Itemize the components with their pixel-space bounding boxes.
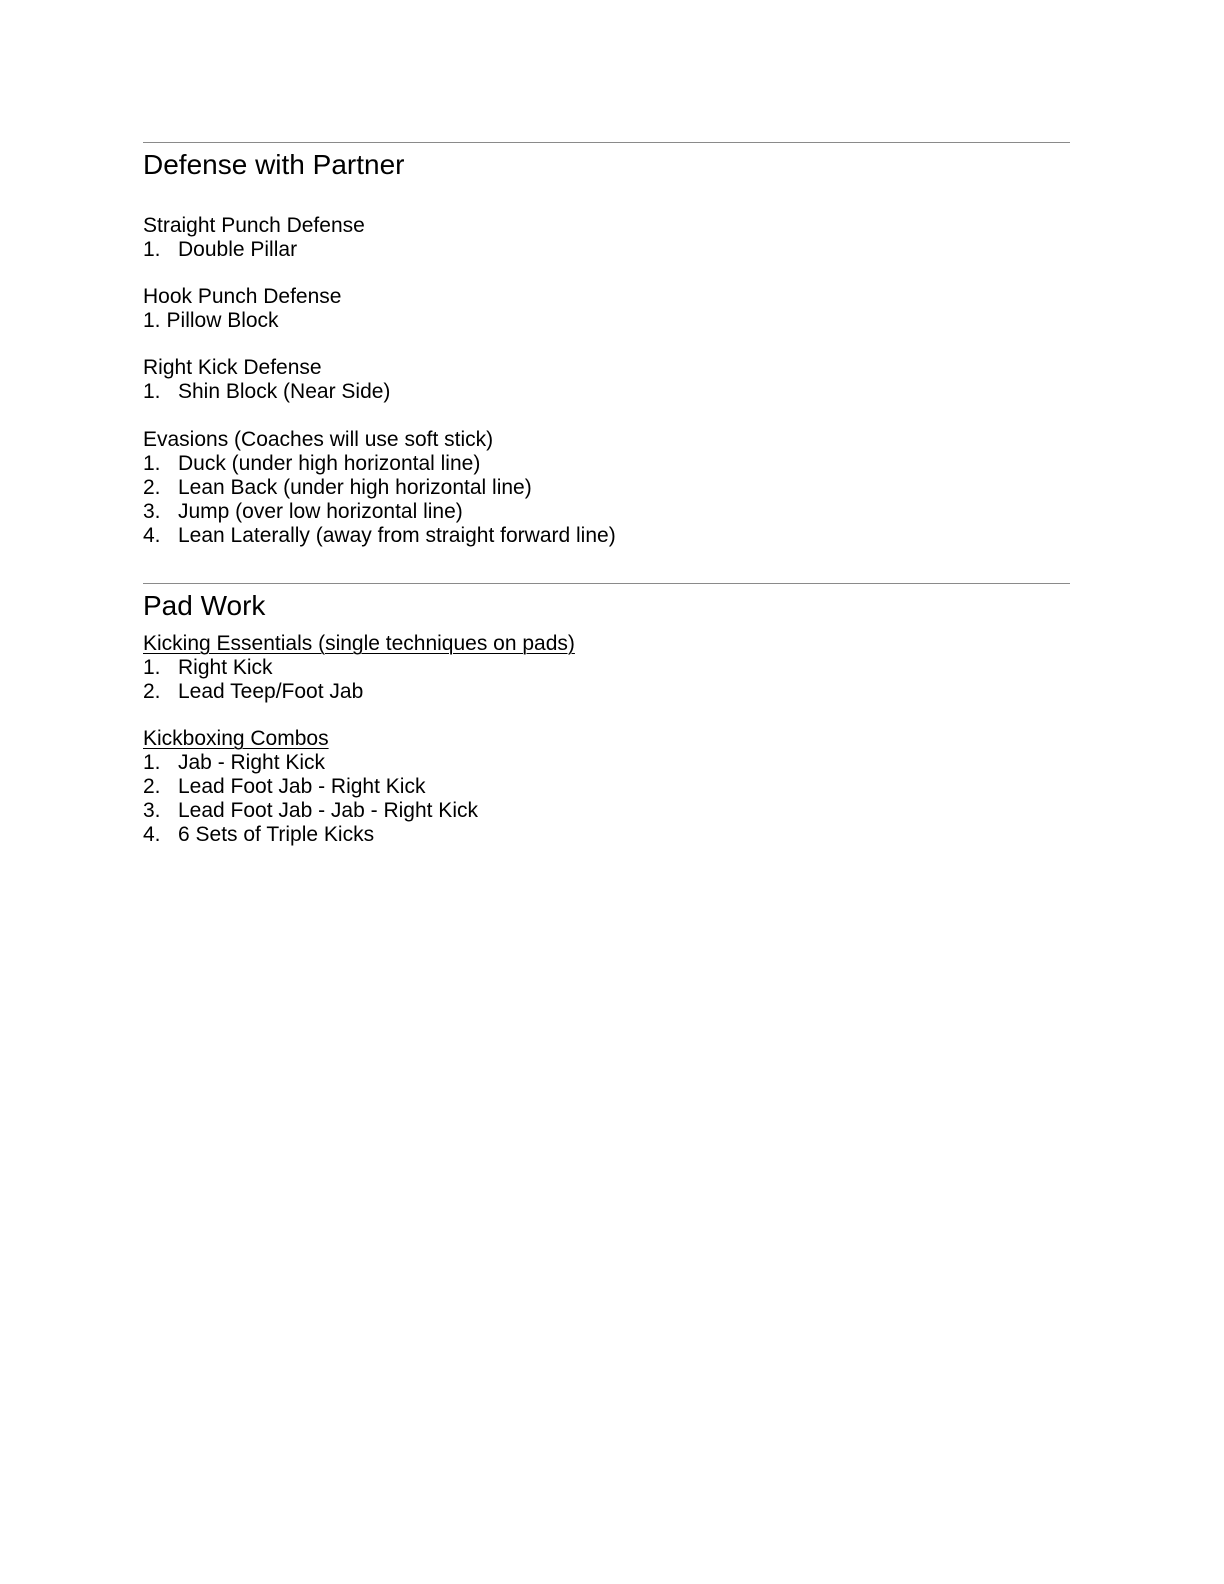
item-number: 3. <box>143 500 161 523</box>
group-kicking-essentials <box>143 632 575 704</box>
item-number: 2. <box>143 680 161 703</box>
group-evasions <box>143 428 616 548</box>
group-heading: Hook Punch Defense <box>143 285 342 308</box>
list-item <box>143 500 616 524</box>
item-number: 4. <box>143 524 161 547</box>
section-divider <box>143 142 1070 143</box>
item-number: 3. <box>143 799 161 822</box>
list-item <box>143 680 575 704</box>
list-item <box>143 775 478 799</box>
item-number: 4. <box>143 823 161 846</box>
list-item <box>143 823 478 847</box>
item-text: Double Pillar <box>178 238 298 261</box>
item-text: Jab - Right Kick <box>178 751 326 774</box>
item-number: 2. <box>143 775 161 798</box>
item-text: 6 Sets of Triple Kicks <box>178 823 375 846</box>
item-text: Lean Laterally (away from straight forward line) <box>178 524 616 547</box>
item-number: 1. <box>143 238 161 261</box>
list-item <box>143 799 478 823</box>
list-item <box>143 309 341 333</box>
list-item <box>143 452 616 476</box>
group-kickboxing-combos <box>143 727 478 847</box>
item-text: Lead Foot Jab - Jab - Right Kick <box>178 799 478 822</box>
group-right-kick-defense <box>143 356 390 404</box>
section-title-defense: Defense with Partner <box>143 149 405 180</box>
item-number: 1. <box>143 751 161 774</box>
list-item <box>143 238 365 262</box>
item-number: 1. <box>143 309 161 332</box>
item-text: Pillow Block <box>166 309 279 332</box>
group-heading: Kickboxing Combos <box>143 727 329 750</box>
item-text: Shin Block (Near Side) <box>178 380 391 403</box>
list-item <box>143 751 478 775</box>
item-number: 1. <box>143 452 161 475</box>
item-text: Duck (under high horizontal line) <box>178 452 481 475</box>
list-item <box>143 476 616 500</box>
item-text: Right Kick <box>178 656 273 679</box>
group-straight-punch-defense <box>143 214 365 262</box>
item-number: 1. <box>143 380 161 403</box>
group-heading: Right Kick Defense <box>143 356 322 379</box>
item-text: Jump (over low horizontal line) <box>178 500 463 523</box>
item-text: Lean Back (under high horizontal line) <box>178 476 532 499</box>
item-text: Lead Foot Jab - Right Kick <box>178 775 426 798</box>
list-item <box>143 656 575 680</box>
section-title-pad-work: Pad Work <box>143 590 266 621</box>
list-item <box>143 524 616 548</box>
item-number: 1. <box>143 656 161 679</box>
list-item <box>143 380 390 404</box>
group-heading: Evasions (Coaches will use soft stick) <box>143 428 494 451</box>
item-number: 2. <box>143 476 161 499</box>
item-text: Lead Teep/Foot Jab <box>178 680 364 703</box>
section-divider <box>143 583 1070 584</box>
group-heading: Straight Punch Defense <box>143 214 365 237</box>
group-heading: Kicking Essentials (single techniques on pads) <box>143 632 575 655</box>
group-hook-punch-defense <box>143 285 341 333</box>
